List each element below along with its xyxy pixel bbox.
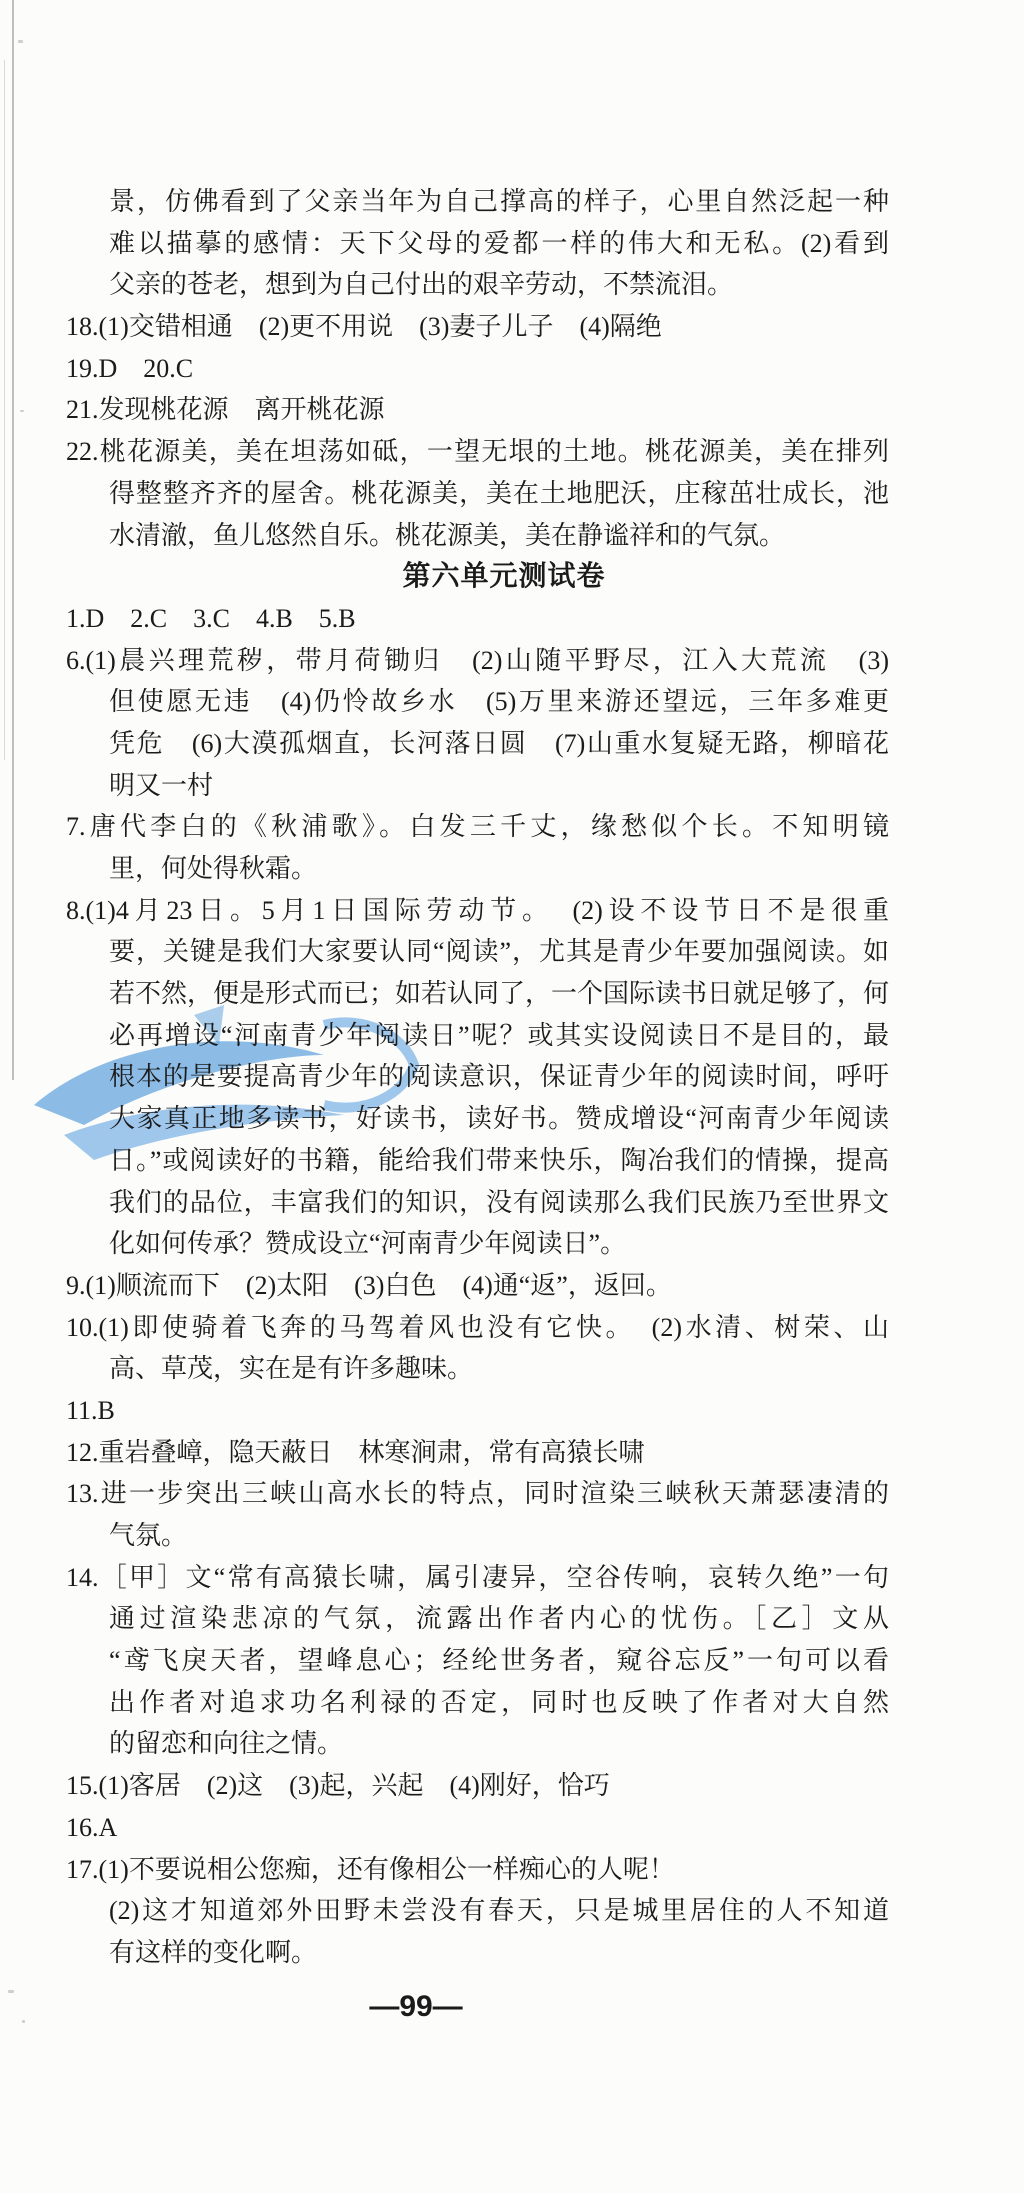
answer-line: 通过渲染悲凉的气氛，流露出作者内心的忧伤。［乙］文从 (109, 1604, 889, 1634)
answer-item-12 (66, 1432, 889, 1474)
answer-line: 难以描摹的感情：天下父母的爱都一样的伟大和无私。(2)看到 (109, 228, 889, 258)
answer-text: (1)4月23日。5月1日国际劳动节。 (2)设不设节日不是很重 (85, 895, 889, 925)
answer-line: 里，何处得秋霜。 (109, 854, 318, 883)
answer-text: (1)客居 (2)这 (3)起，兴起 (4)刚好，恰巧 (98, 1771, 610, 1801)
answer-line: “鸢飞戾天者，望峰息心；经纶世务者，窥谷忘反”一句可以看 (109, 1646, 889, 1676)
answer-line: 有这样的变化啊。 (109, 1937, 318, 1967)
answer-line: 根本的是要提高青少年的阅读意识，保证青少年的阅读时间，呼吁 (109, 1062, 889, 1092)
answer-line: 但使愿无违 (4)仍怜故乡水 (5)万里来游还望远，三年多难更 (109, 687, 889, 717)
answer-number: 13. (66, 1479, 99, 1509)
answer-line: (2)这才知道郊外田野未尝没有春天，只是城里居住的人不知道 (109, 1896, 889, 1926)
answer-item-1 (66, 598, 889, 640)
scan-speck (18, 40, 23, 43)
answer-line: 得整整齐齐的屋舍。桃花源美，美在土地肥沃，庄稼茁壮成长，池 (109, 478, 889, 508)
answer-line: 明又一村 (109, 770, 214, 800)
answer-line: 父亲的苍老，想到为自己付出的艰辛劳动，不禁流泪。 (109, 270, 734, 300)
answer-number: 6. (66, 645, 86, 675)
answer-number: 12. (66, 1437, 99, 1467)
answer-line: 必再增设“河南青少年阅读日”呢？或其实设阅读日不是目的，最 (109, 1020, 889, 1050)
answer-text: (1)交错相通 (2)更不用说 (3)妻子儿子 (4)隔绝 (98, 312, 662, 342)
answer-number: 17. (66, 1854, 99, 1884)
answer-number: 8. (66, 895, 86, 925)
answer-number: 18. (66, 312, 99, 342)
answer-text: 桃花源美，美在坦荡如砥，一望无垠的土地。桃花源美，美在排列 (98, 437, 889, 467)
answer-text-block (66, 181, 889, 1974)
answer-line: 我们的品位，丰富我们的知识，没有阅读那么我们民族乃至世界文 (109, 1187, 889, 1217)
answer-number: 22. (66, 437, 99, 467)
answer-item-22 (66, 431, 889, 473)
answer-line: 水清澈，鱼儿悠然自乐。桃花源美，美在静谧祥和的气氛。 (109, 520, 786, 550)
answer-item-15 (66, 1765, 889, 1807)
answer-text: 发现桃花源 离开桃花源 (98, 395, 385, 425)
answer-line: 高、草茂，实在是有许多趣味。 (109, 1354, 474, 1384)
answer-item-16 (66, 1807, 889, 1849)
answer-line: 景，仿佛看到了父亲当年为自己撑高的样子，心里自然泛起一种 (109, 187, 889, 216)
answer-text: (1)即使骑着飞奔的马驾着风也没有它快。 (2)水清、树荣、山 (98, 1312, 889, 1342)
answer-item-17 (66, 1849, 889, 1891)
answer-line: 出作者对追求功名利禄的否定，同时也反映了作者对大自然 (109, 1687, 889, 1717)
answer-text: D 20.C (98, 353, 194, 383)
answer-line: 凭危 (6)大漠孤烟直，长河落日圆 (7)山重水复疑无路，柳暗花 (109, 728, 889, 758)
answer-item-9 (66, 1265, 889, 1307)
answer-item-6 (66, 640, 889, 682)
answer-line: 气氛。 (109, 1521, 188, 1550)
answer-text: 唐代李白的《秋浦歌》。白发三千丈，缘愁似个长。不知明镜 (85, 812, 889, 842)
answer-number: 7. (66, 812, 86, 842)
answer-item-11 (66, 1390, 889, 1432)
answer-item-7 (66, 806, 889, 848)
answer-text: ［甲］文“常有高猿长啸，属引凄异，空谷传响，哀转久绝”一句 (98, 1562, 889, 1592)
answer-text: (1)晨兴理荒秽，带月荷锄归 (2)山随平野尽，江入大荒流 (3) (85, 645, 889, 675)
answer-number: 19. (66, 353, 99, 383)
page-number: —99— (369, 1990, 463, 2023)
answer-text: 进一步突出三峡山高水长的特点，同时渲染三峡秋天萧瑟凄清的 (98, 1479, 889, 1509)
answer-item-10 (66, 1307, 889, 1349)
answer-text: B (97, 1395, 115, 1425)
answer-item-18 (66, 306, 889, 348)
answer-number: 9. (66, 1270, 86, 1300)
answer-line: 若不然，便是形式而已；如若认同了，一个国际读书日就足够了，何 (109, 979, 890, 1009)
answer-line: 日。”或阅读好的书籍，能给我们带来快乐，陶冶我们的情操，提高 (109, 1145, 889, 1175)
answer-text: (1)顺流而下 (2)太阳 (3)白色 (4)通“返”，返回。 (85, 1270, 672, 1300)
answer-line: 化如何传承？赞成设立“河南青少年阅读日”。 (109, 1229, 627, 1259)
answer-item-19 (66, 348, 889, 390)
section-title: 第六单元测试卷 (402, 561, 606, 593)
answer-number: 10. (66, 1312, 99, 1342)
answer-line: 的留恋和向往之情。 (109, 1729, 344, 1759)
answer-line: 要，关键是我们大家要认同“阅读”，尤其是青少年要加强阅读。如 (109, 937, 889, 967)
answer-number: 1. (66, 603, 86, 633)
answer-text: 重岩叠嶂，隐天蔽日 林寒涧肃，常有高猿长啸 (98, 1437, 645, 1467)
answer-item-14 (66, 1557, 889, 1599)
answer-item-21 (66, 389, 889, 431)
scan-binding-edge (12, 0, 14, 1080)
scan-binding-edge-faint (4, 60, 5, 760)
answer-text: D 2.C 3.C 4.B 5.B (85, 603, 356, 633)
answer-number: 14. (66, 1562, 99, 1592)
answer-number: 21. (66, 395, 99, 425)
answer-text: A (98, 1812, 118, 1842)
answer-text: (1)不要说相公您痴，还有像相公一样痴心的人呢！ (98, 1854, 675, 1884)
scan-speck (20, 410, 24, 412)
answer-number: 15. (66, 1771, 99, 1801)
answer-item-8 (66, 890, 889, 932)
answer-number: 11. (66, 1395, 98, 1425)
answer-item-13 (66, 1473, 889, 1515)
answer-number: 16. (66, 1812, 99, 1842)
answer-line: 大家真正地多读书，好读书，读好书。赞成增设“河南青少年阅读 (109, 1104, 889, 1134)
